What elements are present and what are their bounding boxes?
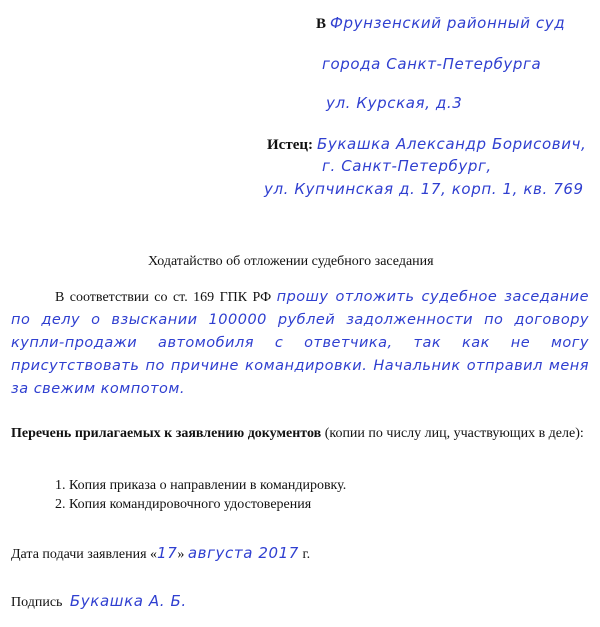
body-printed-lead: В соответствии со ст. 169 ГПК РФ bbox=[55, 290, 272, 305]
plaintiff-line bbox=[267, 135, 586, 154]
date-month-year: августа 2017 bbox=[187, 544, 299, 562]
plaintiff-address: ул. Купчинская д. 17, корп. 1, кв. 769 bbox=[264, 180, 584, 198]
body-handwritten-rest: по делу о взыскании 100000 рублей задолженности по договору купли-продажи автомобиля с ответчика, так как не могу присутствовать по причине командировки. Начальник отправил меня за свежим компотом. bbox=[11, 312, 589, 397]
plaintiff-name: Букашка Александр Борисович, bbox=[317, 135, 587, 153]
attachments-heading bbox=[11, 424, 589, 443]
date-line bbox=[11, 544, 310, 563]
date-day: 17 bbox=[157, 544, 178, 562]
court-line bbox=[316, 14, 565, 33]
document-title: Ходатайство об отложении судебного заседания bbox=[148, 254, 434, 269]
court-name: Фрунзенский районный суд bbox=[330, 14, 566, 32]
date-label: Дата подачи заявления « bbox=[11, 547, 158, 562]
court-address: ул. Курская, д.3 bbox=[326, 94, 463, 112]
date-quote-close: » bbox=[177, 547, 185, 562]
body-paragraph bbox=[11, 286, 589, 401]
plaintiff-label: Истец: bbox=[267, 137, 313, 153]
attachments-heading-rest: (копии по числу лиц, участвующих в деле): bbox=[324, 426, 584, 441]
list-item: 1. Копия приказа о направлении в командировку. bbox=[55, 478, 347, 493]
signature-label: Подпись bbox=[11, 595, 63, 610]
date-suffix: г. bbox=[302, 547, 311, 562]
list-item: 2. Копия командировочного удостоверения bbox=[55, 497, 312, 512]
signature-line bbox=[11, 592, 187, 611]
attachments-list bbox=[55, 476, 346, 514]
court-prefix: В bbox=[316, 16, 327, 32]
signature-name: Букашка А. Б. bbox=[69, 592, 187, 610]
attachments-heading-bold: Перечень прилагаемых к заявлению документов bbox=[11, 426, 322, 441]
body-handwritten-line1: прошу отложить судебное заседание bbox=[276, 289, 590, 305]
court-city: города Санкт-Петербурга bbox=[322, 55, 542, 73]
plaintiff-city: г. Санкт-Петербург, bbox=[322, 157, 492, 175]
